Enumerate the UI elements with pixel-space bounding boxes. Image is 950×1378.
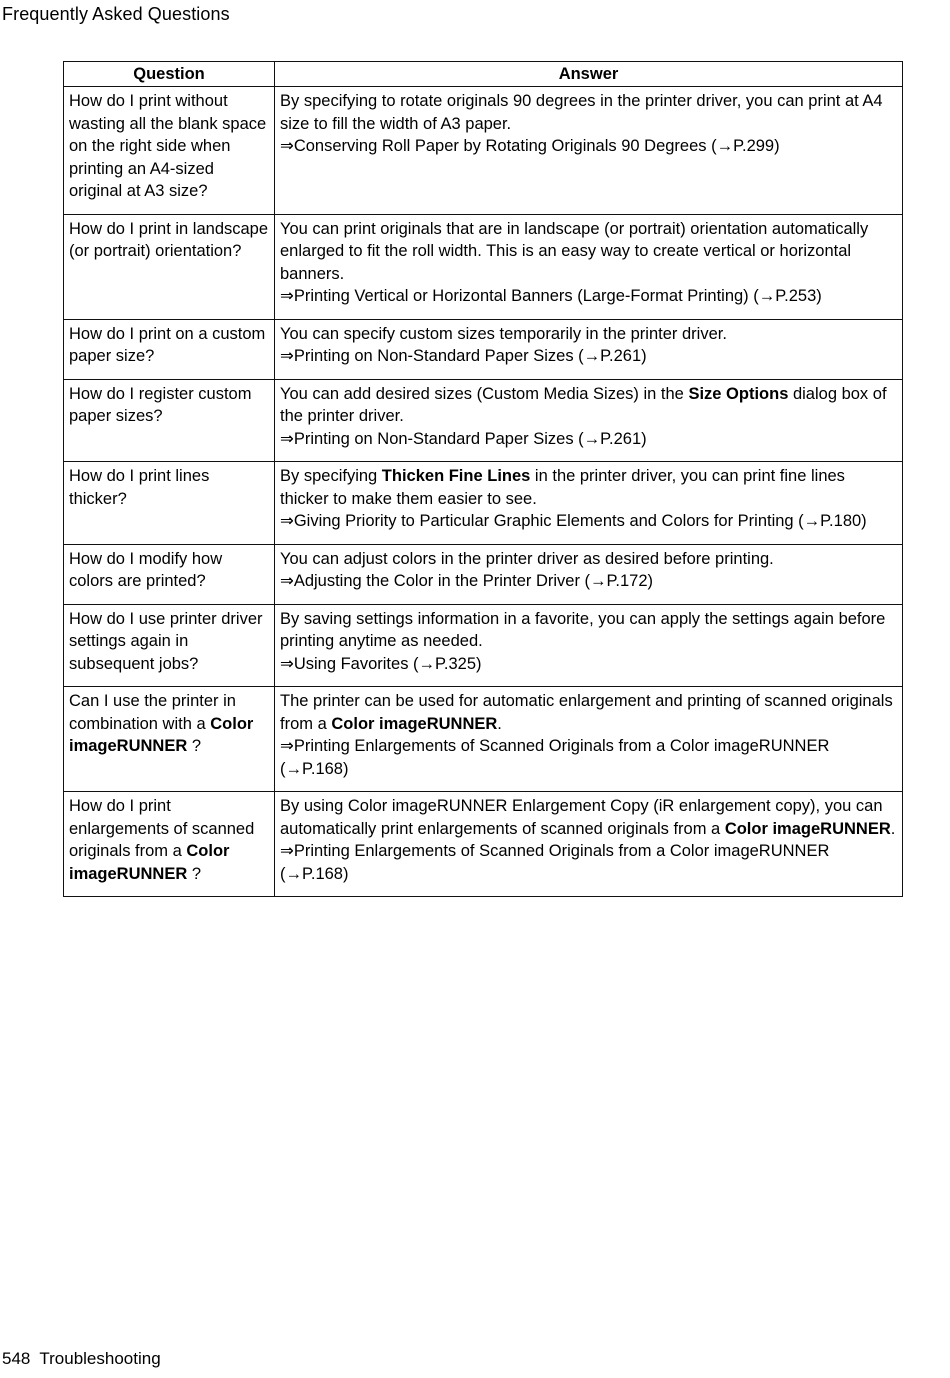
answer-emphasis: Color imageRUNNER bbox=[331, 714, 498, 733]
question-text-part: ? bbox=[187, 864, 202, 883]
answer-text-part: dialog box of the printer driver. bbox=[280, 384, 887, 425]
table-row bbox=[64, 319, 903, 379]
answer-text bbox=[280, 608, 898, 653]
answer-text-part: ⇒Printing on Non-Standard Paper Sizes (→P.261) bbox=[280, 429, 647, 448]
question-emphasis: Color imageRUNNER bbox=[69, 714, 254, 755]
question-column-header: Question bbox=[64, 62, 275, 87]
answer-text-part: You can adjust colors in the printer driver as desired before printing. bbox=[280, 549, 774, 568]
question-text bbox=[69, 325, 265, 366]
question-cell bbox=[64, 379, 275, 462]
answer-text-part: By saving settings information in a favorite, you can apply the settings again before printing anytime as needed. bbox=[280, 609, 886, 650]
cross-reference bbox=[280, 135, 898, 158]
answer-text-part: . bbox=[497, 714, 502, 733]
answer-text bbox=[280, 383, 898, 428]
cross-reference bbox=[280, 735, 898, 780]
question-cell bbox=[64, 214, 275, 319]
answer-text bbox=[280, 465, 898, 510]
answer-cell bbox=[275, 792, 903, 897]
page-title: Frequently Asked Questions bbox=[2, 4, 230, 24]
answer-text-part: You can add desired sizes (Custom Media Sizes) in the bbox=[280, 384, 689, 403]
answer-text-part: By using Color imageRUNNER Enlargement Copy (iR enlargement copy), you can automatically print enlargements of scanned originals from a bbox=[280, 797, 883, 838]
table-row bbox=[64, 792, 903, 897]
answer-text-part: ⇒Printing Enlargements of Scanned Originals from a Color imageRUNNER (→P.168) bbox=[280, 842, 830, 883]
answer-emphasis: Size Options bbox=[688, 384, 789, 403]
table-row bbox=[64, 687, 903, 792]
section-name: Troubleshooting bbox=[39, 1349, 161, 1368]
answer-emphasis: Color imageRUNNER bbox=[724, 819, 891, 838]
cross-reference bbox=[280, 285, 898, 308]
answer-cell bbox=[275, 87, 903, 215]
answer-text bbox=[280, 795, 898, 840]
answer-text-part: in the printer driver, you can print fine lines thicker to make them easier to see. bbox=[280, 467, 845, 508]
answer-text-part: ⇒Using Favorites (→P.325) bbox=[280, 654, 482, 673]
answer-text-part: By specifying bbox=[280, 467, 382, 485]
cross-reference bbox=[280, 653, 898, 676]
question-text-part: How do I use printer driver settings again in subsequent jobs? bbox=[69, 609, 263, 673]
answer-cell bbox=[275, 544, 903, 604]
table-row bbox=[64, 379, 903, 462]
question-cell bbox=[64, 604, 275, 687]
question-text bbox=[69, 610, 263, 673]
answer-text bbox=[280, 690, 898, 735]
answer-cell bbox=[275, 604, 903, 687]
table-row bbox=[64, 214, 903, 319]
page-number: 548 bbox=[2, 1349, 31, 1368]
question-text-part: How do I register custom paper sizes? bbox=[69, 384, 252, 425]
question-emphasis: Color imageRUNNER bbox=[69, 842, 230, 883]
question-cell bbox=[64, 87, 275, 215]
question-cell bbox=[64, 544, 275, 604]
question-cell bbox=[64, 687, 275, 792]
cross-reference bbox=[280, 345, 898, 368]
answer-cell bbox=[275, 214, 903, 319]
answer-text-part: ⇒Printing Vertical or Horizontal Banners (Large-Format Printing) (→P.253) bbox=[280, 287, 822, 305]
question-text-part: How do I print lines thicker? bbox=[69, 467, 210, 508]
cross-reference bbox=[280, 510, 898, 533]
answer-text-part: The printer can be used for automatic enlargement and printing of scanned originals from a bbox=[280, 692, 893, 733]
question-text-part: Can I use the printer in combination with a bbox=[69, 692, 236, 733]
answer-text-part: ⇒Adjusting the Color in the Printer Driver (→P.172) bbox=[280, 572, 654, 590]
question-text-part: How do I modify how colors are printed? bbox=[69, 549, 223, 590]
question-text bbox=[69, 797, 254, 883]
answer-text-part: By specifying to rotate originals 90 degrees in the printer driver, you can print at A4 size to fill the width of A3 paper. bbox=[280, 92, 883, 133]
answer-text-part: You can print originals that are in landscape (or portrait) orientation automatically enlarged to fit the roll width. This is an easy way to create vertical or horizontal banners. bbox=[280, 219, 869, 283]
answer-emphasis: Thicken Fine Lines bbox=[381, 467, 531, 485]
answer-cell bbox=[275, 462, 903, 545]
table-header-row bbox=[64, 62, 903, 87]
question-text bbox=[69, 692, 253, 755]
question-text bbox=[69, 550, 222, 591]
answer-text-part: ⇒Printing on Non-Standard Paper Sizes (→P.261) bbox=[280, 347, 647, 365]
question-text bbox=[69, 220, 268, 261]
table-row bbox=[64, 604, 903, 687]
faq-table-body bbox=[64, 87, 903, 897]
question-text-part: How do I print in landscape (or portrait) orientation? bbox=[69, 219, 269, 260]
question-cell bbox=[64, 792, 275, 897]
answer-cell bbox=[275, 379, 903, 462]
question-text-part: How do I print without wasting all the blank space on the right side when printing an A4-sized original at A3 size? bbox=[69, 92, 267, 200]
answer-text-part: . bbox=[890, 819, 896, 838]
faq-table bbox=[63, 61, 903, 897]
answer-text bbox=[280, 323, 898, 346]
answer-text-part: You can specify custom sizes temporarily in the printer driver. bbox=[280, 324, 727, 343]
answer-text bbox=[280, 548, 898, 571]
question-text-part: ? bbox=[187, 737, 202, 755]
table-row bbox=[64, 462, 903, 545]
cross-reference bbox=[280, 840, 898, 885]
cross-reference bbox=[280, 428, 898, 451]
answer-text-part: ⇒Conserving Roll Paper by Rotating Originals 90 Degrees (→P.299) bbox=[280, 137, 780, 155]
cross-reference bbox=[280, 570, 898, 593]
table-row bbox=[64, 544, 903, 604]
question-text bbox=[69, 92, 266, 200]
question-text bbox=[69, 467, 209, 508]
answer-cell bbox=[275, 687, 903, 792]
answer-text bbox=[280, 218, 898, 286]
question-text bbox=[69, 385, 251, 426]
question-text-part: How do I print enlargements of scanned originals from a bbox=[69, 797, 255, 860]
answer-text-part: ⇒Giving Priority to Particular Graphic Elements and Colors for Printing (→P.180) bbox=[280, 512, 867, 530]
table-row bbox=[64, 87, 903, 215]
question-text-part: How do I print on a custom paper size? bbox=[69, 324, 266, 365]
answer-text-part: ⇒Printing Enlargements of Scanned Originals from a Color imageRUNNER (→P.168) bbox=[280, 737, 830, 778]
page-footer bbox=[2, 1349, 161, 1369]
answer-column-header: Answer bbox=[275, 62, 903, 87]
answer-cell bbox=[275, 319, 903, 379]
question-cell bbox=[64, 462, 275, 545]
question-cell bbox=[64, 319, 275, 379]
answer-text bbox=[280, 90, 898, 135]
